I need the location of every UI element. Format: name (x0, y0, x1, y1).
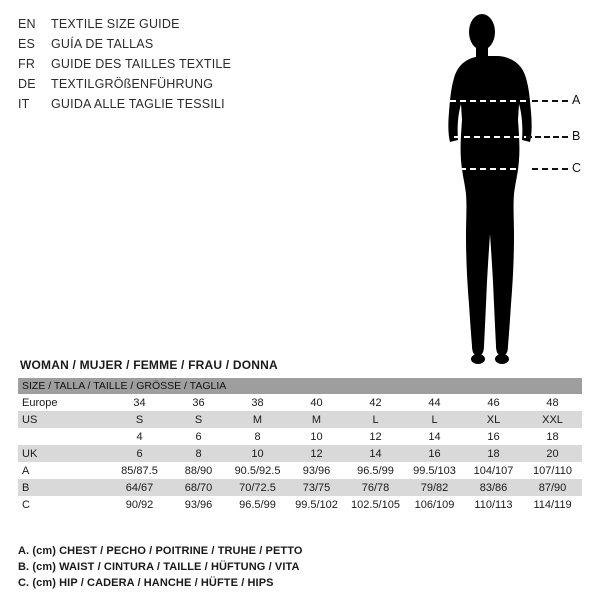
language-code: ES (18, 37, 36, 51)
hip-marker-label: C (572, 161, 582, 175)
woman-silhouette-icon (420, 8, 590, 368)
table-cell: 96.5/99 (346, 462, 405, 479)
table-row (18, 394, 582, 411)
table-cell: 104/107 (464, 462, 523, 479)
table-cell: 10 (228, 445, 287, 462)
table-cell: 90/92 (110, 496, 169, 513)
table-cell: 110/113 (464, 496, 523, 513)
table-cell: 16 (464, 428, 523, 445)
table-header-row (18, 378, 582, 394)
language-row-es (18, 34, 348, 54)
table-cell: L (405, 411, 464, 428)
table-cell: 107/110 (523, 462, 582, 479)
female-body-figure (420, 8, 590, 368)
table-cell: 6 (110, 445, 169, 462)
table-cell: 12 (346, 428, 405, 445)
chest-line-outer (532, 100, 568, 102)
table-cell: M (228, 411, 287, 428)
waist-line-inner (454, 136, 530, 138)
legend-row-chest: A. (cm) CHEST / PECHO / POITRINE / TRUHE / PETTO (18, 545, 303, 557)
waist-marker-label: B (572, 129, 581, 143)
table-cell: 44 (405, 394, 464, 411)
table-cell: 8 (228, 428, 287, 445)
table-cell: 90.5/92.5 (228, 462, 287, 479)
measurement-legend (18, 543, 558, 591)
hip-line-inner (450, 168, 536, 170)
language-code: IT (18, 97, 30, 111)
row-label: Europe (18, 394, 110, 411)
language-code: FR (18, 57, 36, 71)
table-cell: L (346, 411, 405, 428)
table-row (18, 496, 582, 513)
table-cell: 76/78 (346, 479, 405, 496)
language-title: GUÍA DE TALLAS (51, 37, 154, 51)
table-cell: 99.5/103 (405, 462, 464, 479)
row-label: C (18, 496, 110, 513)
table-cell: 106/109 (405, 496, 464, 513)
table-cell: 83/86 (464, 479, 523, 496)
table-row (18, 479, 582, 496)
language-row-fr (18, 54, 348, 74)
row-label: B (18, 479, 110, 496)
table-cell: 96.5/99 (228, 496, 287, 513)
table-cell: 12 (287, 445, 346, 462)
size-table (18, 378, 582, 513)
waist-line-outer (526, 136, 568, 138)
size-table-area (18, 358, 582, 513)
row-label (18, 428, 110, 445)
table-cell: 102.5/105 (346, 496, 405, 513)
table-group-title: WOMAN / MUJER / FEMME / FRAU / DONNA (20, 358, 278, 372)
table-cell: 88/90 (169, 462, 228, 479)
table-cell: 79/82 (405, 479, 464, 496)
table-cell: 93/96 (287, 462, 346, 479)
row-label: A (18, 462, 110, 479)
language-code: DE (18, 77, 36, 91)
table-cell: 10 (287, 428, 346, 445)
table-cell: 18 (523, 428, 582, 445)
language-title: GUIDA ALLE TAGLIE TESSILI (51, 97, 225, 111)
table-cell: 18 (464, 445, 523, 462)
language-title: GUIDE DES TAILLES TEXTILE (51, 57, 232, 71)
table-cell: 73/75 (287, 479, 346, 496)
table-cell: 114/119 (523, 496, 582, 513)
table-row (18, 445, 582, 462)
table-cell: 6 (169, 428, 228, 445)
table-cell: XXL (523, 411, 582, 428)
language-title-list (18, 14, 348, 114)
table-cell: 93/96 (169, 496, 228, 513)
table-cell: 36 (169, 394, 228, 411)
table-cell: 14 (346, 445, 405, 462)
table-cell: 87/90 (523, 479, 582, 496)
table-cell: 48 (523, 394, 582, 411)
table-cell: S (169, 411, 228, 428)
table-cell: 14 (405, 428, 464, 445)
chest-line-inner (450, 100, 536, 102)
language-title: TEXTILE SIZE GUIDE (51, 17, 180, 31)
table-cell: 68/70 (169, 479, 228, 496)
hip-line-outer (532, 168, 568, 170)
table-cell: 64/67 (110, 479, 169, 496)
table-cell: 16 (405, 445, 464, 462)
table-cell: S (110, 411, 169, 428)
row-label: UK (18, 445, 110, 462)
language-code: EN (18, 17, 36, 31)
language-row-it (18, 94, 348, 114)
language-title: TEXTILGRÖßENFÜHRUNG (51, 77, 214, 91)
language-row-de (18, 74, 348, 94)
table-header-label: SIZE / TALLA / TAILLE / GRÖSSE / TAGLIA (18, 378, 582, 394)
table-cell: 40 (287, 394, 346, 411)
table-cell: 70/72.5 (228, 479, 287, 496)
table-cell: 38 (228, 394, 287, 411)
chest-marker-label: A (572, 93, 581, 107)
table-cell: XL (464, 411, 523, 428)
legend-row-waist: B. (cm) WAIST / CINTURA / TAILLE / HÜFTUNG / VITA (18, 561, 300, 573)
table-cell: 85/87.5 (110, 462, 169, 479)
table-cell: 8 (169, 445, 228, 462)
table-row (18, 428, 582, 445)
legend-row-hip: C. (cm) HIP / CADERA / HANCHE / HÜFTE / HIPS (18, 577, 274, 589)
table-row (18, 411, 582, 428)
language-row-en (18, 14, 348, 34)
table-cell: 99.5/102 (287, 496, 346, 513)
table-row (18, 462, 582, 479)
row-label: US (18, 411, 110, 428)
table-cell: M (287, 411, 346, 428)
table-cell: 34 (110, 394, 169, 411)
table-cell: 4 (110, 428, 169, 445)
table-cell: 46 (464, 394, 523, 411)
table-cell: 42 (346, 394, 405, 411)
table-cell: 20 (523, 445, 582, 462)
